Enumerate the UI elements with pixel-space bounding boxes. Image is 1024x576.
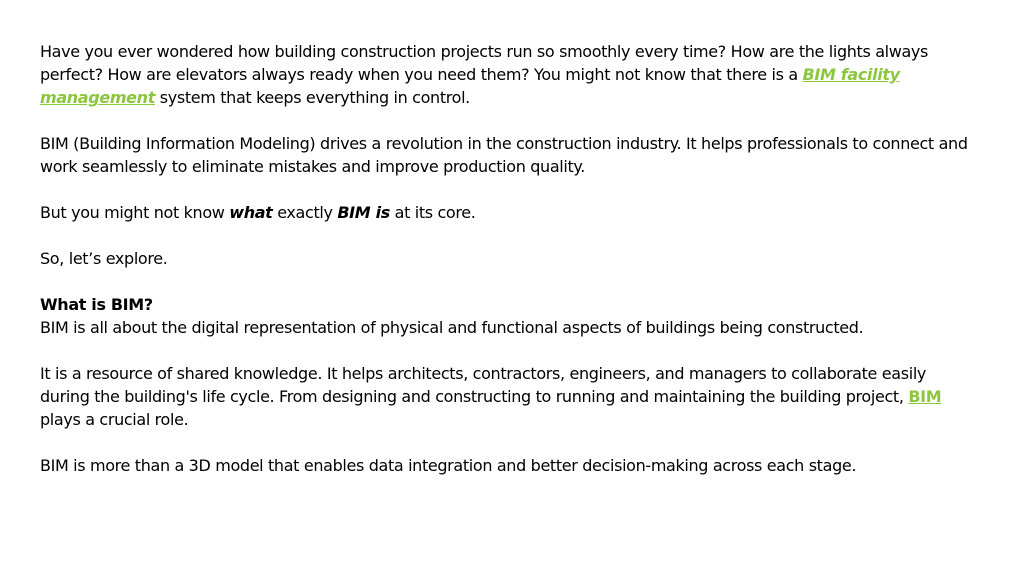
shared-knowledge-text: It is a resource of shared knowledge. It helps architects, contractors, engineers, and managers to collaborate easily during the building's life cycle. From designing and constructing to running and maintaining the building project, xyxy=(40,364,927,406)
bim-link[interactable]: BIM xyxy=(908,387,942,406)
core-question-paragraph xyxy=(40,201,980,224)
core-question-text-end: at its core. xyxy=(389,203,476,222)
article-body xyxy=(40,40,980,500)
definition-paragraph: BIM is all about the digital representation of physical and functional aspects of buildings being constructed. xyxy=(40,318,864,337)
emphasis-what: what xyxy=(229,203,273,222)
shared-knowledge-paragraph xyxy=(40,362,980,431)
core-question-text: But you might not know xyxy=(40,203,230,222)
emphasis-bim-is: BIM is xyxy=(337,203,390,222)
explore-paragraph: So, let’s explore. xyxy=(40,249,168,268)
intro-text: Have you ever wondered how building construction projects run so smoothly every time? How are the lights always perfect? How are elevators always ready when you need them? You might not know that there is a xyxy=(40,42,929,84)
bim-facility-management-link[interactable]: BIM facility management xyxy=(40,65,900,107)
core-question-text-mid: exactly xyxy=(272,203,338,222)
model-paragraph: BIM is more than a 3D model that enables data integration and better decision-making across each stage. xyxy=(40,456,857,475)
intro-text-end: system that keeps everything in control. xyxy=(155,88,470,107)
intro-paragraph xyxy=(40,40,980,109)
shared-knowledge-text-end: plays a crucial role. xyxy=(40,410,189,429)
bim-revolution-paragraph: BIM (Building Information Modeling) drives a revolution in the construction industry. It helps professionals to connect and work seamlessly to eliminate mistakes and improve production quality. xyxy=(40,134,968,176)
section-heading: What is BIM? xyxy=(40,295,153,314)
